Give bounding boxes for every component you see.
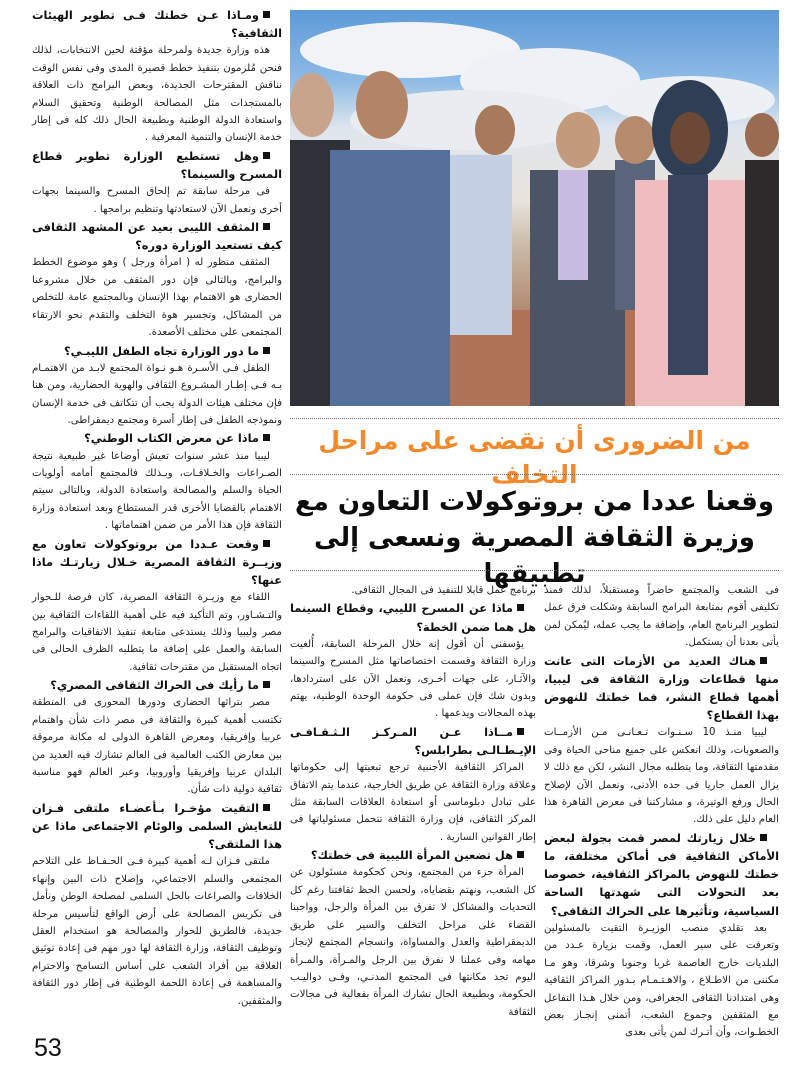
answer-paragraph: يؤسفنى أن أقول إنه خلال المرحلة السابقة، أُلغيت وزارة الثقافة وقسمت اختصاصاتها مثل المسرح والسينما والآثـار، على جهات أخـرى، ونعمل الآن على استردادها، وبدون شك فإن عملى فى حكومة الوحدة الوطنية، يهتم بهذه المجالات ويدعمها .	[290, 638, 536, 720]
question-text: خلال زيارتك لمصر قمت بجولة لبعض الأماكن الثقافية فى أماكن مختلفة، ما خطتك للنهوض بالمراكز الثقافية، خصوصا بعد التحولات التى شهدتها الساحة السياسية، وتأثيرها على الحراك الثقافى؟	[544, 830, 779, 918]
person-shape	[330, 150, 450, 406]
answer-paragraph: المرأة جزء من المجتمع، ونحن كحكومة مسئولون عن كل الشعب، ونهتم بقضاياه، ولحسن الحظ ثقافتنا رغم كل التحديات والمشاكل لا تفرق بين المرأة والرجل، وواجبنا القضاء على مراحل التخلف والسير على طريق الديمقراطية والعدل والمساواة، وانسجام المجتمع لإنجاز مهامه وفى عملنا لا نفرق بين الرجل والمـرأة، والمـرأة اليوم تجد مكانتها فى المجتمع المدنـي، وفـى دواليـب الحكومة، وبطبيعة الحال تشارك المرأة بفعالية فى مجالات الثقافة	[290, 867, 536, 1018]
question-heading	[290, 723, 536, 759]
square-bullet-icon	[263, 804, 270, 811]
question-heading	[32, 147, 282, 183]
question-text: ما دور الوزارة تجاه الطفل الليبـي؟	[64, 343, 259, 358]
person-head-shape	[670, 112, 710, 164]
person-shape	[450, 155, 512, 335]
question-text: التقيت مؤخـرا بـأعضـاء ملتقى فـزان للتعايش السلمى والوئام الاجتماعى ماذا عن هذا الملتقى؟	[32, 800, 282, 852]
square-bullet-icon	[517, 604, 524, 611]
answer-paragraph: ملتقى فـزان لـه أهمية كبيرة فـى الحـفـاظ على التلاحم المجتمعى والسلم الاجتماعي، وإصلاح ذات البين وإنهاء الخلافات والصراعات بالحل السلمى لمصلحة الوطن ونأمل فى تكريس المصالحة على أرض الواقع لتأسيس مرحلة جديدة، فالطريق للحوار والمصالحة هو استخدام العقل وتوظيف الثقافة، وزارة الثقافة لها دور مهم فى إعادة توثيق العلاقة بين أفراد الشعب على أساس التسامح والاحترام والمساهمة فى إعادة اللحمة الوطنية فى إطار دور الثقافة والمثقفين.	[32, 856, 282, 1007]
square-bullet-icon	[263, 347, 270, 354]
article-column-left	[32, 6, 282, 1010]
person-head-shape	[556, 112, 600, 168]
question-text: ما رأيك فى الحراك الثقافى المصري؟	[50, 678, 259, 693]
person-shirt-shape	[558, 170, 588, 280]
article-column-right	[544, 582, 779, 1042]
dotted-divider	[290, 418, 779, 419]
answer-paragraph: برنامج عمل قابلا للتنفيذ فى المجال الثقافى.	[351, 585, 536, 596]
square-bullet-icon	[263, 434, 270, 441]
square-bullet-icon	[760, 834, 767, 841]
answer-paragraph: فى مرحلة سابقة تم إلحاق المسرح والسينما بجهات أخرى ونعمل الآن لاستعادتها وتنظيم برامجها .	[32, 186, 282, 215]
square-bullet-icon	[760, 657, 767, 664]
question-heading	[32, 218, 282, 254]
square-bullet-icon	[517, 851, 524, 858]
person-head-shape	[290, 73, 334, 137]
answer-paragraph: المثقف منظور له ( امرأة ورجل ) وهو موضوع الخطط والبرامج، وبالتالى فإن دور المثقف من خلال مشروعنا الحضارى هو الاهتمام بهذا الإنسان وبالمجتمع عامة للتخلص من المشاكل، وتجسير هوة التخلف والتقدم نحو الارتقاء المجتمعى على مختلف الأصعدة.	[32, 257, 282, 339]
photo-illustration	[290, 10, 779, 406]
answer-paragraph: الطفل فـى الأسـرة هـو نـواة المجتمع لابـد من الاهتمـام بـه فـى إطـار المشـروع الثقافى والهوية الحضارية، ومن هنا فإن مختلف هيئات الدولة يجب أن تتكاتف فى خدمة الإنسان ونموذجه الطفل فى إطار أسرة ومجتمع ديمقراطى.	[32, 362, 282, 426]
scarf-shape	[668, 175, 708, 375]
square-bullet-icon	[263, 11, 270, 18]
square-bullet-icon	[263, 681, 270, 688]
headline-kicker: من الضرورى أن نقضى على مراحل التخلف	[318, 426, 751, 489]
square-bullet-icon	[517, 728, 524, 735]
person-head-shape	[745, 113, 779, 157]
question-text: ومـاذا عـن خطتك فـى تطوير الهيئات الثقافية؟	[32, 8, 282, 41]
person-head-shape	[615, 116, 655, 164]
question-text: ماذا عن المسرح الليبي، وقطاع السينما هل هما ضمن الخطة؟	[290, 601, 536, 634]
question-text: هل تضعين المرأة الليبية فى خطتك؟	[310, 848, 513, 863]
person-shape	[745, 160, 779, 406]
answer-paragraph: ليبيا منذ عشر سنوات تعيش أوضاعا غير طبيعية نتيجة الصـراعات والخـلافـات، وبـذلك فالمجتمع أمامه أولويات الحياة والسلم والمصالحة واستعادة الدولة، وبالتالى سيتم الاهتمام بالقضايا الأخرى قدر المستطاع وبعد استعادة وزارة الثقافة فإن هذا الأمر من ضمن اهتماماتها .	[32, 450, 282, 532]
answer-paragraph: بعد تقلدي منصب الوزيـرة التقيت بالمسئولين وتعرفت على سير العمل، وقمت بزيارة عـدد من البلديات خارج العاصمة غربا وجنوبا وشرقا، وهو مـا مكننى من الاطـلاع ، والاهـتـمـام بـدور المراكز الثقافية وهى امتدادنا الثقافى الجغرافى، ومن خلال هـذا التفاعل مع المثقفين وجموع الشعب، أتمنى إنجـاز بعض الخطـوات، وأن أتـرك لمن يأتى بعدى	[544, 922, 779, 1039]
person-head-shape	[356, 71, 408, 139]
question-heading	[544, 652, 779, 725]
question-text: ماذا عن معرض الكتاب الوطني؟	[84, 431, 259, 446]
person-head-shape	[475, 105, 515, 155]
question-heading	[32, 535, 282, 590]
question-heading	[544, 829, 779, 920]
question-heading	[32, 429, 282, 447]
question-text: وقعت عـددا من بروتوكولات تعاون مع وزيــرة الثقافة المصرية خـلال زيارتـك ماذا عنها؟	[32, 536, 282, 587]
question-heading	[32, 342, 282, 360]
question-heading	[32, 676, 282, 694]
article-column-middle	[290, 582, 536, 1021]
question-text: وهل تستطيع الوزارة تطوير قطاع المسرح والسينما؟	[32, 148, 282, 182]
square-bullet-icon	[263, 540, 270, 547]
dotted-divider	[290, 474, 779, 475]
answer-paragraph: مصر بتراثها الحضارى ودورها المحورى فى المنطقة تكتسب أهمية كبيرة والثقافة فى مصر ذات شأن واهتمام عربيا وإفريقيا، ومعرض القاهرة الدولى له مكانة مرموقة بين معارض الكتب العالمية فى العالم تشارك فيه العديد من البلدان عربيا وإفريقيا وأوروبيا، وعبر العالم فهو مناسبة ثقافية دولية ذات شأن.	[32, 697, 282, 796]
question-heading	[290, 846, 536, 864]
answer-paragraph: المراكز الثقافية الأجنبية ترجع تبعيتها إلى حكوماتها وعلاقة وزارة الثقافة عن طريق الخارجية، عندما يتم الاتفاق على تبادل دبلوماسى أو استعادة العلاقات السابقة مثل المركز الثقافى، فإن وزارة الثقافة تتحمل مسئولياتها فى إطار القوانين السارية .	[290, 762, 536, 843]
answer-paragraph: هذه وزارة جديدة ولمرحلة مؤقتة لحين الانتخابات، لذلك فنحن مُلزمون بتنفيذ خطط قصيرة المدى وفى نفس الوقت نناقش المقترحات الجديدة، وبعض البرامج ذات العلاقة بالمستجدات مثل المصالحة الوطنية وتحقيق السلام واستعادة الدولة الوطنية وبطبيعة الحال ذلك كله فى إطار خدمة الإنسان والتنمية المعرفية .	[32, 45, 282, 144]
question-heading	[32, 799, 282, 854]
article-photo	[290, 10, 779, 406]
question-text: مــاذا عـن المـركـز الـثـقـافـى الإيـطـالـى بطرابلس؟	[290, 724, 536, 758]
square-bullet-icon	[263, 223, 270, 230]
question-heading	[32, 6, 282, 42]
headline-main: وقعنا عددا من بروتوكولات التعاون مع وزيرة الثقافة المصرية ونسعى إلى تطبيقها	[294, 487, 775, 589]
page-number: 53	[34, 1034, 62, 1062]
question-text: المثقف الليبى بعيد عن المشهد الثقافى كيف تستعيد الوزارة دوره؟	[32, 220, 282, 253]
answer-paragraph: اللقاء مع وزيـرة الثقافة المصرية، كان فرصة للـحوار والتـشـاور، وتم التأكيد فيه على أهمية اللقاءات الثقافية بين مصر وليبيا وذلك يستدعى متابعة تنفيذ الاتفاقيات والبرامج السابقة والعمل على إضافة ما يتطلبه الظرف الحالى فى اتجاه المستقبل من مقترحات ثقافية.	[32, 592, 282, 673]
answer-paragraph: ليبيا منـذ 10 سـنـوات تـعـانـى مـن الأزمــات والصعوبات، وذلك انعكس على جميع مناحى الحياة وفى مقدمتها الثقافة، وما يتطلبه مجال النشر، لكن مع ذلك لا يزال العمل جاريا فى حده الأدنى، ونعمل الآن لإصلاح الحال ورفع الوتيرة، و مشاركتنا فى معرض القاهرة هذا العام دليل على ذلك.	[544, 727, 779, 826]
square-bullet-icon	[263, 152, 270, 159]
question-text: هناك العديد من الأزمات التى عانت منها قطاعات وزارة الثقافة فى ليبيا، أهمها قطاع النشر، فما خطتك للنهوض بهذا القطاع؟	[544, 653, 779, 723]
answer-paragraph: فى الشعب والمجتمع حاضراً ومستقبلاً، لذلك فمنذ تكليفى أقوم بمتابعة البرامج السابقة وشكلت فرق عمل لتطوير البرنامج العام، وإضافة ما يجب عمله، ليُمكن لمن يأتى بعدنا أن يستكمل.	[544, 585, 779, 649]
question-heading	[290, 599, 536, 635]
dotted-divider	[290, 570, 779, 571]
